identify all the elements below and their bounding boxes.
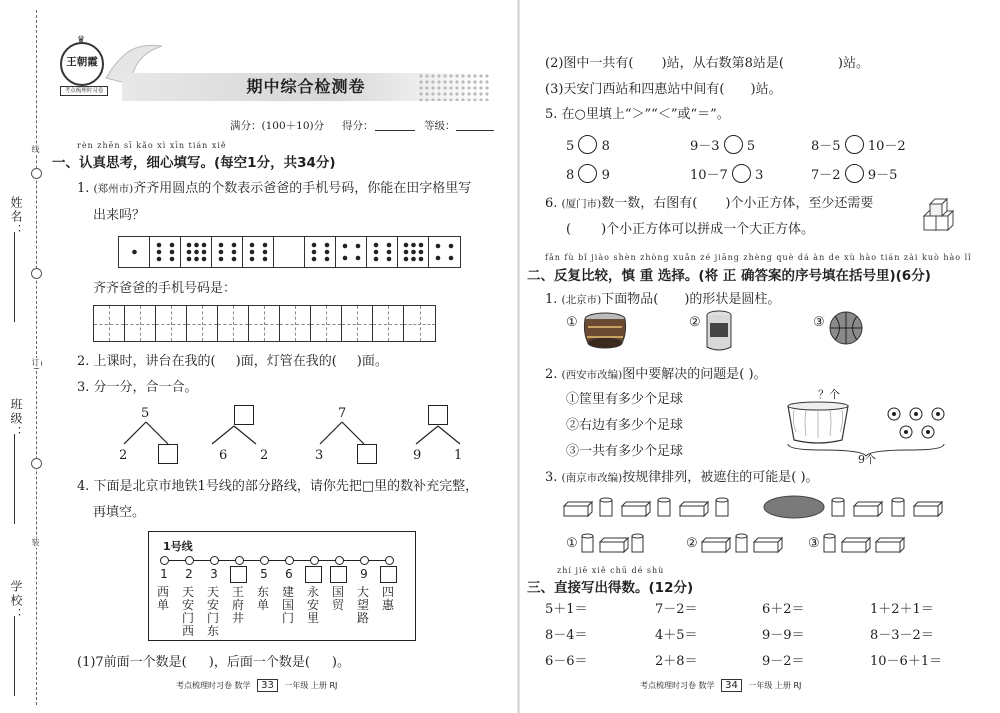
tree1-top: 5 [141,406,150,421]
compare-circle[interactable] [732,164,751,183]
cylinder-can-image [704,309,734,355]
station-marker [285,556,294,565]
q4-line2: 再填空。 [93,505,146,520]
station-number: 9 [360,567,368,581]
grid-cell[interactable] [249,306,280,341]
unknown-count-label: ？个 [818,388,840,401]
q1-line2: 出来吗？ [93,208,146,223]
station-marker [185,556,194,565]
footer-right [640,679,801,692]
arithmetic-item[interactable]: 7－2＝ [655,602,698,617]
full-marks: 满分：(100＋10)分 [230,120,325,132]
q3 [77,380,198,396]
arithmetic-item[interactable]: 6－6＝ [545,654,588,669]
tree4-left: 9 [413,448,422,463]
dice-cell [243,237,274,267]
station-marker [310,556,319,565]
station-marker [160,556,169,565]
dice-cell [212,237,243,267]
station-number: 6 [285,567,293,581]
class-label: 班级： [9,398,23,440]
binding-hole [31,268,42,279]
total-count-label: 9个 [858,453,876,466]
q4-sub3-b: )站。 [750,82,782,97]
station-name: 永安里 [306,585,319,625]
compare-circle[interactable] [845,135,864,154]
q4-sub1-blank-2[interactable] [310,656,332,668]
tree2-right: 2 [260,448,269,463]
section1-title: 一、认真思考，细心填写。(每空1分，共34分) [52,155,336,171]
arithmetic-item[interactable]: 9－2＝ [762,654,805,669]
cut-mark-bind: 装 [31,538,40,548]
balls-basket-figure [782,398,952,458]
q4-sub2-blank-2[interactable] [784,57,838,69]
footer-left-grade: 一年级 上册 RJ [284,681,338,690]
q6 [545,196,873,212]
q2-part3: )面。 [356,354,388,369]
q4-sub2-blank-1[interactable] [634,57,662,69]
footer-right-text: 考点梳理时习卷 数学 [640,681,715,690]
binding-hole [31,168,42,179]
q21-blank[interactable] [658,293,684,305]
logo-subtitle: 考点梳理时习卷 [60,86,108,96]
q2-blank-2[interactable] [337,355,357,367]
q23-opt3-label: ③ [808,536,820,551]
arithmetic-item[interactable]: 8－3－2＝ [870,628,934,643]
q22: 2. (西安市改编)图中要解决的问题是( )。 [545,367,767,382]
q5-item-3: 8－5 10－2 [811,135,906,155]
drum-image [582,309,628,351]
q22-option-2: ②右边有多少个足球 [566,418,684,433]
station-marker [360,556,369,565]
arithmetic-item[interactable]: 5＋1＝ [545,602,588,617]
arithmetic-item[interactable]: 8－4＝ [545,628,588,643]
q4-sub3 [545,82,782,98]
section2-pinyin: fǎn fù bǐ jiào shèn zhòng xuǎn zé jiāng zhèng què dá àn de xù hào tián zài kuò hào lǐ [545,253,972,262]
dice-cell [305,237,336,267]
q4-sub1-c: )。 [331,655,350,670]
station-name: 国贸 [331,585,344,612]
q6-number: 6. [545,196,558,211]
dice-cell [181,237,212,267]
subway-line-title: 1号线 [163,540,193,553]
arithmetic-item[interactable]: 2＋8＝ [655,654,698,669]
compare-circle[interactable] [578,164,597,183]
station-number-box[interactable] [230,566,247,583]
logo-badge [60,35,104,86]
tree3-right-box[interactable] [357,444,377,464]
dice-cell [429,237,460,267]
q23-option-2-shapes [700,530,790,556]
q5-item-1: 5 8 [566,135,610,155]
station-name: 四惠 [381,585,394,612]
q21: 1. (北京市)下面物品( )的形状是圆柱。 [545,292,781,307]
station-number: 2 [185,567,193,581]
q2-part2: )面，灯管在我的( [235,354,337,369]
arithmetic-item[interactable]: 4＋5＝ [655,628,698,643]
q4-sub1-b: )，后面一个数是( [208,655,310,670]
tree1-left: 2 [119,448,128,463]
arithmetic-item[interactable]: 1＋2＋1＝ [870,602,934,617]
q23-opt1-label: ① [566,536,578,551]
q3-number: 3. [77,380,90,395]
section1-pinyin: rèn zhēn sī kǎo xì xīn tián xiě [77,141,227,150]
q22-option-1: ①筐里有多少个足球 [566,392,684,407]
compare-circle[interactable] [845,164,864,183]
q6-blank-2[interactable] [571,223,601,235]
station-number-box[interactable] [305,566,322,583]
dice-cell [119,237,150,267]
q5-item-2: 9－3 5 [690,135,755,155]
grid-cell[interactable] [218,306,249,341]
q1 [77,181,471,197]
q5-item-4: 8 9 [566,164,610,184]
q5-item-5: 10－7 3 [690,164,763,184]
school-label: 学校： [9,580,23,622]
q4-sub1-a: (1)7前面一个数是( [77,655,187,670]
grade-field[interactable] [456,130,494,131]
cut-mark-order: 订 [31,358,40,368]
station-name: 王府井 [231,585,244,625]
binding-strip [0,0,48,713]
q6-line1a: 数一数，右图有( [601,196,698,211]
compare-circle[interactable] [724,135,743,154]
station-marker [385,556,394,565]
station-marker [260,556,269,565]
q21-opt1-label: ① [566,315,578,330]
q4-sub2-b: )站，从右数第8站是( [661,56,784,71]
q1-line1: 齐齐用圆点的个数表示爸爸的手机号码，你能在田字格里写 [133,181,472,196]
q4-sub1-blank-1[interactable] [187,656,209,668]
station-name: 天安门西 [181,585,194,638]
grid-cell[interactable] [373,306,404,341]
basketball-image [828,310,864,346]
q4 [77,479,478,495]
footer-left [176,679,337,692]
page-fold [517,0,520,713]
q6-tag: (厦门市) [561,198,602,210]
q5 [545,107,730,123]
dice-row [118,236,461,268]
q23-option-1-shapes [580,530,650,556]
name-field[interactable] [14,232,15,322]
q23: 3. (南京市改编)按规律排列，被遮住的可能是( )。 [545,470,819,485]
binding-hole [31,458,42,469]
q4-sub2 [545,56,869,72]
tree3-left: 3 [315,448,324,463]
q4-sub1 [77,655,350,671]
grid-cell[interactable] [156,306,187,341]
crown-icon: ♛ [76,35,86,45]
q3-text: 分一分，合一合。 [93,380,198,395]
arithmetic-item[interactable]: 9－9＝ [762,628,805,643]
tree2-top-box[interactable] [234,405,254,425]
station-marker [335,556,344,565]
tree4-right: 1 [454,448,463,463]
station-name: 西单 [156,585,169,612]
phone-number-grid[interactable] [93,305,436,342]
q5-number: 5. [545,107,558,122]
subway-map [148,531,416,641]
q4-sub3-blank[interactable] [725,83,751,95]
dice-cell [336,237,367,267]
q6-line1b: )个小正方体，至少还需要 [725,196,874,211]
page-number-right: 34 [721,679,742,692]
station-number: 3 [210,567,218,581]
section2-title: 二、反复比较，慎 重 选择。(将 正 确答案的序号填在括号里)(6分) [527,268,931,284]
q2 [77,354,388,370]
q2-number: 2. [77,354,90,369]
grid-cell[interactable] [311,306,342,341]
q1-tag: (郑州市) [93,183,134,195]
q23-option-3-shapes [822,530,912,556]
dice-cell [398,237,429,267]
q4-sub3-a: (3)天安门西站和四惠站中间有( [545,82,725,97]
q1-answer-label: 齐齐爸爸的手机号码是： [93,281,237,296]
tree4-top-box[interactable] [428,405,448,425]
station-marker [210,556,219,565]
score-label: 得分： [342,120,374,132]
q1-number: 1. [77,181,90,196]
page-number-left: 33 [257,679,278,692]
name-label: 姓名： [9,196,23,238]
q6-line2: ( )个小正方体可以拼成一个大正方体。 [566,222,815,237]
station-number: 5 [260,567,268,581]
tree1-right-box[interactable] [158,444,178,464]
q5-text: 在○里填上“＞”“＜”或“＝”。 [561,107,730,122]
dice-cell [367,237,398,267]
tree2-left: 6 [219,448,228,463]
compare-circle[interactable] [578,135,597,154]
subway-track [169,560,389,561]
station-name: 东单 [256,585,269,612]
grid-cell[interactable] [125,306,156,341]
q4-line1: 下面是北京市地铁1号线的部分路线，请你先把□里的数补充完整， [93,479,479,494]
dice-cell [150,237,181,267]
page-title: 期中综合检测卷 [246,77,366,96]
q5-item-6: 7－2 9－5 [811,164,897,184]
arithmetic-item[interactable]: 6＋2＝ [762,602,805,617]
station-number: 1 [160,567,168,581]
section3-pinyin: zhí jiē xiě chū dé shù [557,566,665,575]
section3-title: 三、直接写出得数。(12分) [527,580,694,596]
station-name: 大望路 [356,585,369,625]
q6-blank-1[interactable] [697,197,725,209]
footer-left-text: 考点梳理时习卷 数学 [176,681,251,690]
grade-label: 等级： [424,120,456,132]
score-field[interactable] [375,130,415,131]
cut-mark-line: 线 [31,145,40,155]
q4-number: 4. [77,479,90,494]
q21-opt3-label: ③ [813,315,825,330]
logo-text: 王朝霞 [66,56,98,68]
station-name: 建国门 [281,585,294,625]
arithmetic-item[interactable]: 10－6＋1＝ [870,654,943,669]
q4-sub2-c: )站。 [837,56,869,71]
grid-cell[interactable] [187,306,218,341]
q4-sub2-a: (2)图中一共有( [545,56,634,71]
class-field[interactable] [14,434,15,524]
grid-cell[interactable] [280,306,311,341]
grid-cell[interactable] [342,306,373,341]
q22-option-3: ③一共有多少个足球 [566,444,684,459]
school-field[interactable] [14,616,15,696]
q2-part1: 上课时，讲台在我的( [93,354,216,369]
cube-stack-figure [918,196,964,236]
footer-right-grade: 一年级 上册 RJ [748,681,802,690]
grid-cell[interactable] [94,306,125,341]
station-name: 天安门东 [206,585,219,638]
q2-blank-1[interactable] [216,355,236,367]
dice-cell [274,237,305,267]
station-marker [235,556,244,565]
q23-opt2-label: ② [686,536,698,551]
grid-cell[interactable] [404,306,435,341]
station-number-box[interactable] [330,566,347,583]
station-number-box[interactable] [380,566,397,583]
q21-opt2-label: ② [689,315,701,330]
pattern-row [562,490,958,524]
tree3-top: 7 [338,406,347,421]
